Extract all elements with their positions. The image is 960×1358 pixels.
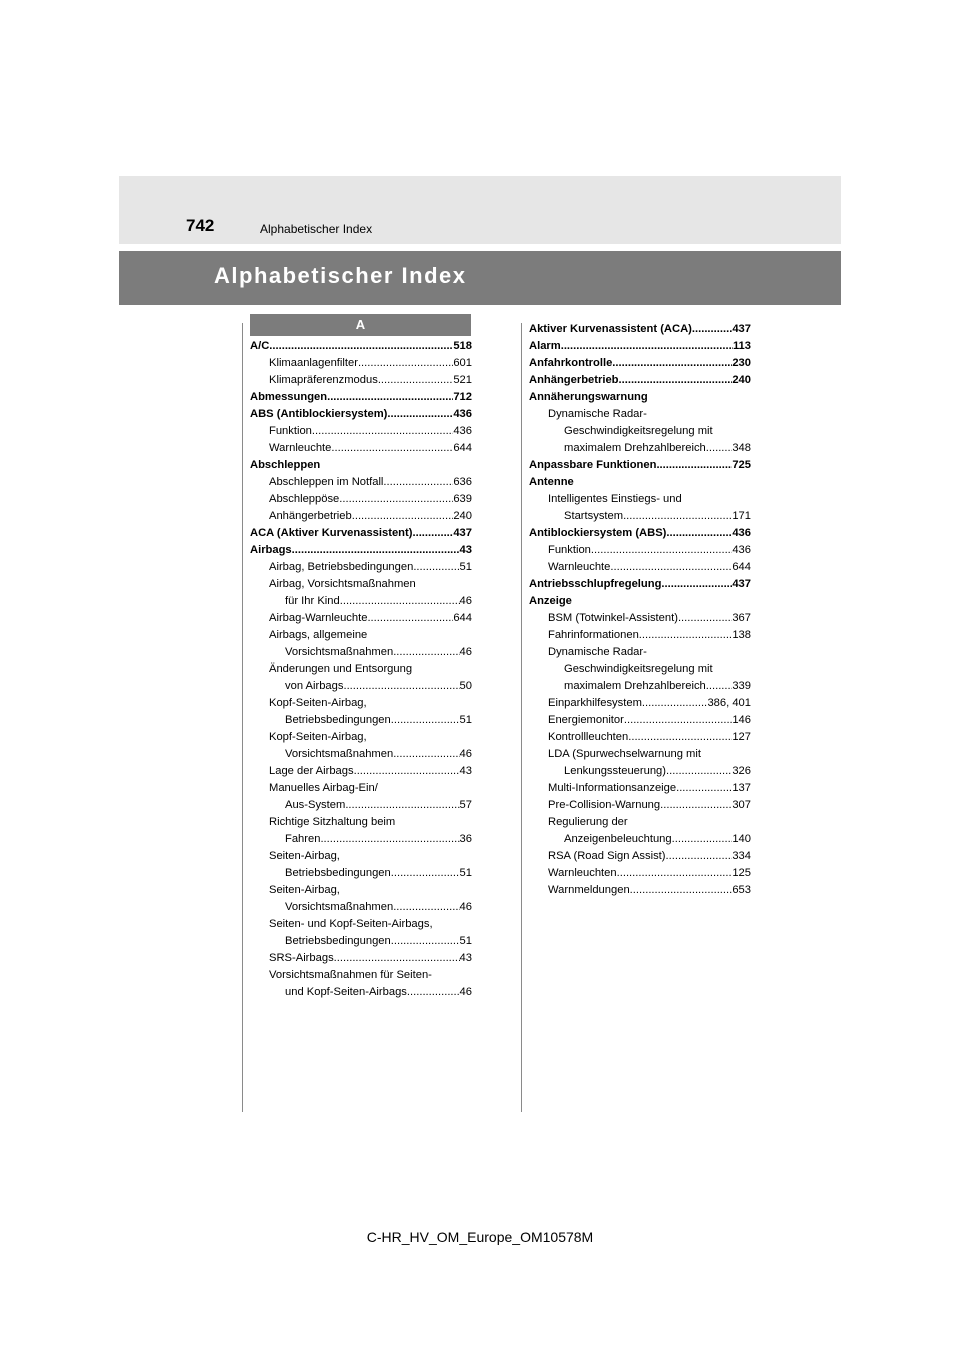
index-entry [529, 763, 751, 780]
index-entry-line: Richtige Sitzhaltung beim [269, 816, 396, 828]
entry-term: Warnleuchte [548, 561, 611, 573]
dot-leader [327, 389, 453, 406]
dot-leader [672, 831, 733, 848]
entry-term: Einparkhilfesystem [548, 697, 642, 709]
index-entry-line: Dynamische Radar- [548, 646, 647, 658]
entry-page-number: 725 [732, 459, 751, 471]
column-divider-left [242, 323, 243, 1112]
entry-term: Abschleppöse [269, 493, 340, 505]
index-entry [250, 746, 472, 763]
dot-leader [383, 474, 453, 491]
entry-page-number: 339 [732, 680, 751, 692]
entry-term: RSA (Road Sign Assist) [548, 850, 666, 862]
entry-page-number: 46 [459, 986, 472, 998]
index-entry-line: Kopf-Seiten-Airbag, [269, 731, 367, 743]
entry-page-number: 230 [732, 357, 751, 369]
entry-page-number: 146 [732, 714, 751, 726]
entry-term: Lage der Airbags [269, 765, 354, 777]
index-entry [529, 338, 751, 355]
dot-leader [591, 542, 732, 559]
entry-page-number: 653 [732, 884, 751, 896]
entry-term: Anpassbare Funktionen [529, 459, 657, 471]
entry-term: Warnleuchte [269, 442, 332, 454]
entry-page-number: 639 [453, 493, 472, 505]
dot-leader [391, 933, 460, 950]
index-entry [529, 729, 751, 746]
entry-page-number: 171 [732, 510, 751, 522]
entry-page-number: 43 [459, 765, 472, 777]
dot-leader [623, 508, 732, 525]
entry-page-number: 51 [459, 935, 472, 947]
index-entry [250, 372, 472, 389]
index-entry [529, 831, 751, 848]
index-entry [529, 695, 751, 712]
dot-leader [676, 780, 732, 797]
index-entry [250, 712, 472, 729]
index-entry-line: Dynamische Radar- [548, 408, 647, 420]
entry-page-number: 518 [453, 340, 472, 352]
dot-leader [312, 423, 453, 440]
entry-page-number: 50 [459, 680, 472, 692]
dot-leader [706, 440, 733, 457]
entry-page-number: 51 [459, 714, 472, 726]
entry-term: Anhängerbetrieb [529, 374, 619, 386]
entry-page-number: 334 [732, 850, 751, 862]
dot-leader [642, 695, 708, 712]
dot-leader [619, 372, 733, 389]
entry-page-number: 43 [459, 952, 472, 964]
entry-page-number: 51 [459, 867, 472, 879]
index-entry [250, 338, 472, 355]
index-entry [250, 831, 472, 848]
entry-page-number: 644 [453, 612, 472, 624]
entry-page-number: 46 [459, 595, 472, 607]
index-entry [529, 712, 751, 729]
index-entry-line: Airbag, Vorsichtsmaßnahmen [269, 578, 416, 590]
entry-term: Abmessungen [250, 391, 328, 403]
entry-page-number: 46 [459, 901, 472, 913]
dot-leader [412, 525, 453, 542]
entry-page-number: 644 [453, 442, 472, 454]
entry-term: Pre-Collision-Warnung [548, 799, 661, 811]
index-entry [529, 848, 751, 865]
entry-term: Kontrollleuchten [548, 731, 629, 743]
index-entry-line: Kopf-Seiten-Airbag, [269, 697, 367, 709]
dot-leader [617, 865, 733, 882]
dot-leader [345, 797, 459, 814]
index-entry-line: Vorsichtsmaßnahmen für Seiten- [269, 969, 432, 981]
entry-term: Fahrinformationen [548, 629, 639, 641]
dot-leader [354, 763, 460, 780]
entry-page-number: 43 [459, 544, 472, 556]
index-entry-line: LDA (Spurwechselwarnung mit [548, 748, 701, 760]
entry-term: Anfahrkontrolle [529, 357, 613, 369]
entry-term: Funktion [548, 544, 591, 556]
index-entry [250, 508, 472, 525]
dot-leader [393, 644, 459, 661]
entry-page-number: 436 [732, 544, 751, 556]
dot-leader [343, 678, 459, 695]
dot-leader [320, 831, 459, 848]
document-footer: C-HR_HV_OM_Europe_OM10578M [366, 1229, 594, 1245]
entry-page-number: 307 [732, 799, 751, 811]
index-entry [250, 933, 472, 950]
index-heading: Annäherungswarnung [529, 391, 648, 403]
entry-term: Betriebsbedingungen [285, 714, 391, 726]
entry-page-number: 437 [732, 323, 751, 335]
index-entry [529, 508, 751, 525]
entry-term: Aktiver Kurvenassistent (ACA) [529, 323, 692, 335]
dot-leader [610, 559, 732, 576]
index-entry [529, 865, 751, 882]
dot-leader [413, 559, 459, 576]
index-entry-line: Intelligentes Einstiegs- und [548, 493, 682, 505]
column-divider-right [521, 323, 522, 1112]
dot-leader [393, 899, 459, 916]
dot-leader [391, 865, 460, 882]
entry-term: Vorsichtsmaßnahmen [285, 748, 394, 760]
entry-term: Funktion [269, 425, 312, 437]
index-entry [529, 559, 751, 576]
entry-term: Abschleppen im Notfall [269, 476, 384, 488]
page-number: 742 [186, 216, 215, 235]
dot-leader [352, 508, 454, 525]
page-title: Alphabetischer Index [214, 263, 467, 288]
entry-term: Klimaanlagenfilter [269, 357, 358, 369]
entry-term: Anhängerbetrieb [269, 510, 352, 522]
dot-leader [612, 355, 732, 372]
entry-page-number: 140 [732, 833, 751, 845]
entry-term: A/C [250, 340, 270, 352]
entry-page-number: 127 [732, 731, 751, 743]
entry-term: Alarm [529, 340, 561, 352]
entry-page-number: 436 [453, 408, 472, 420]
dot-leader [378, 372, 454, 389]
entry-term: Multi-Informationsanzeige [548, 782, 677, 794]
entry-page-number: 113 [732, 340, 751, 352]
entry-term: Startsystem [564, 510, 624, 522]
index-entry [250, 542, 472, 559]
index-entry [529, 882, 751, 899]
entry-page-number: 437 [453, 527, 472, 539]
entry-term: Fahren [285, 833, 321, 845]
entry-page-number: 36 [459, 833, 472, 845]
index-entry [250, 763, 472, 780]
index-entry [250, 525, 472, 542]
entry-page-number: 46 [459, 646, 472, 658]
entry-page-number: 644 [732, 561, 751, 573]
dot-leader [391, 712, 460, 729]
dot-leader [358, 355, 453, 372]
index-entry [250, 559, 472, 576]
dot-leader [661, 576, 732, 593]
index-entry [529, 372, 751, 389]
dot-leader [624, 712, 732, 729]
entry-page-number: 326 [732, 765, 751, 777]
entry-term: Lenkungssteuerung) [564, 765, 667, 777]
index-entry-line: Seiten- und Kopf-Seiten-Airbags, [269, 918, 433, 930]
entry-term: SRS-Airbags [269, 952, 334, 964]
entry-term: Airbag, Betriebsbedingungen [269, 561, 414, 573]
entry-page-number: 521 [453, 374, 472, 386]
index-entry-line: Manuelles Airbag-Ein/ [269, 782, 378, 794]
entry-page-number: 386, 401 [707, 697, 751, 709]
dot-leader [561, 338, 733, 355]
entry-term: Betriebsbedingungen [285, 867, 391, 879]
entry-term: Klimapräferenzmodus [269, 374, 378, 386]
index-entry-line: Seiten-Airbag, [269, 884, 340, 896]
entry-page-number: 436 [732, 527, 751, 539]
dot-leader [692, 321, 732, 338]
index-entry [529, 542, 751, 559]
entry-page-number: 46 [459, 748, 472, 760]
index-entry [250, 423, 472, 440]
dot-leader [331, 440, 453, 457]
dot-leader [334, 950, 460, 967]
entry-term: Airbag-Warnleuchte [269, 612, 368, 624]
entry-term: Energiemonitor [548, 714, 624, 726]
entry-page-number: 601 [453, 357, 472, 369]
entry-term: von Airbags [285, 680, 344, 692]
index-entry [250, 389, 472, 406]
index-entry [529, 355, 751, 372]
entry-term: und Kopf-Seiten-Airbags [285, 986, 407, 998]
entry-term: Vorsichtsmaßnahmen [285, 901, 394, 913]
index-entry [250, 491, 472, 508]
dot-leader [630, 882, 733, 899]
index-entry-line: Geschwindigkeitsregelung mit [564, 425, 713, 437]
entry-term: Vorsichtsmaßnahmen [285, 646, 394, 658]
index-entry [250, 593, 472, 610]
entry-page-number: 636 [453, 476, 472, 488]
index-entry-line: Änderungen und Entsorgung [269, 663, 413, 675]
index-entry [250, 797, 472, 814]
index-entry [529, 678, 751, 695]
entry-page-number: 437 [732, 578, 751, 590]
entry-term: maximalem Drehzahlbereich [564, 442, 706, 454]
index-entry [529, 610, 751, 627]
entry-page-number: 348 [732, 442, 751, 454]
entry-page-number: 57 [459, 799, 472, 811]
index-entry [250, 406, 472, 423]
index-entry [250, 678, 472, 695]
dot-leader [639, 627, 733, 644]
index-column-right [529, 321, 751, 899]
entry-term: ACA (Aktiver Kurvenassistent) [250, 527, 413, 539]
index-entry-line: Seiten-Airbag, [269, 850, 340, 862]
index-heading: Abschleppen [250, 459, 321, 471]
index-entry [250, 644, 472, 661]
dot-leader [339, 491, 453, 508]
index-entry [250, 355, 472, 372]
entry-term: BSM (Totwinkel-Assistent) [548, 612, 678, 624]
dot-leader [666, 525, 732, 542]
index-entry [529, 440, 751, 457]
running-head: Alphabetischer Index [260, 222, 373, 236]
dot-leader [656, 457, 732, 474]
index-entry [529, 576, 751, 593]
entry-term: Aus-System [285, 799, 346, 811]
index-heading: Antenne [529, 476, 574, 488]
index-entry [250, 984, 472, 1001]
entry-page-number: 712 [453, 391, 472, 403]
dot-leader [628, 729, 732, 746]
dot-leader [387, 406, 453, 423]
section-letter-header: A [250, 314, 471, 336]
entry-page-number: 51 [459, 561, 472, 573]
index-entry [529, 797, 751, 814]
index-entry [250, 474, 472, 491]
dot-leader [340, 593, 460, 610]
entry-page-number: 240 [453, 510, 472, 522]
index-entry [529, 780, 751, 797]
entry-page-number: 240 [732, 374, 751, 386]
entry-term: ABS (Antiblockiersystem) [250, 408, 388, 420]
entry-page-number: 137 [732, 782, 751, 794]
entry-term: Anzeigenbeleuchtung [564, 833, 672, 845]
index-entry [250, 865, 472, 882]
index-column-left [250, 338, 472, 1001]
index-entry [529, 457, 751, 474]
index-entry [250, 440, 472, 457]
index-entry-line: Regulierung der [548, 816, 628, 828]
dot-leader [666, 763, 732, 780]
index-entry [250, 610, 472, 627]
entry-page-number: 125 [732, 867, 751, 879]
dot-leader [407, 984, 460, 1001]
dot-leader [367, 610, 453, 627]
dot-leader [292, 542, 460, 559]
index-entry-line: Geschwindigkeitsregelung mit [564, 663, 713, 675]
index-entry-line: Airbags, allgemeine [269, 629, 368, 641]
dot-leader [660, 797, 732, 814]
header-band [119, 176, 841, 244]
entry-term: Betriebsbedingungen [285, 935, 391, 947]
entry-term: Warnmeldungen [548, 884, 630, 896]
entry-term: Warnleuchten [548, 867, 617, 879]
index-entry [529, 525, 751, 542]
index-heading: Anzeige [529, 595, 572, 607]
entry-page-number: 436 [453, 425, 472, 437]
entry-term: maximalem Drehzahlbereich [564, 680, 706, 692]
dot-leader [706, 678, 733, 695]
entry-term: Antriebsschlupfregelung [529, 578, 662, 590]
index-entry [529, 321, 751, 338]
entry-page-number: 138 [732, 629, 751, 641]
dot-leader [393, 746, 459, 763]
index-entry [250, 950, 472, 967]
dot-leader [678, 610, 732, 627]
index-entry [250, 899, 472, 916]
entry-term: Antiblockiersystem (ABS) [529, 527, 667, 539]
dot-leader [269, 338, 453, 355]
dot-leader [666, 848, 733, 865]
index-entry [529, 627, 751, 644]
entry-term: für Ihr Kind [285, 595, 340, 607]
entry-term: Airbags [250, 544, 292, 556]
entry-page-number: 367 [732, 612, 751, 624]
